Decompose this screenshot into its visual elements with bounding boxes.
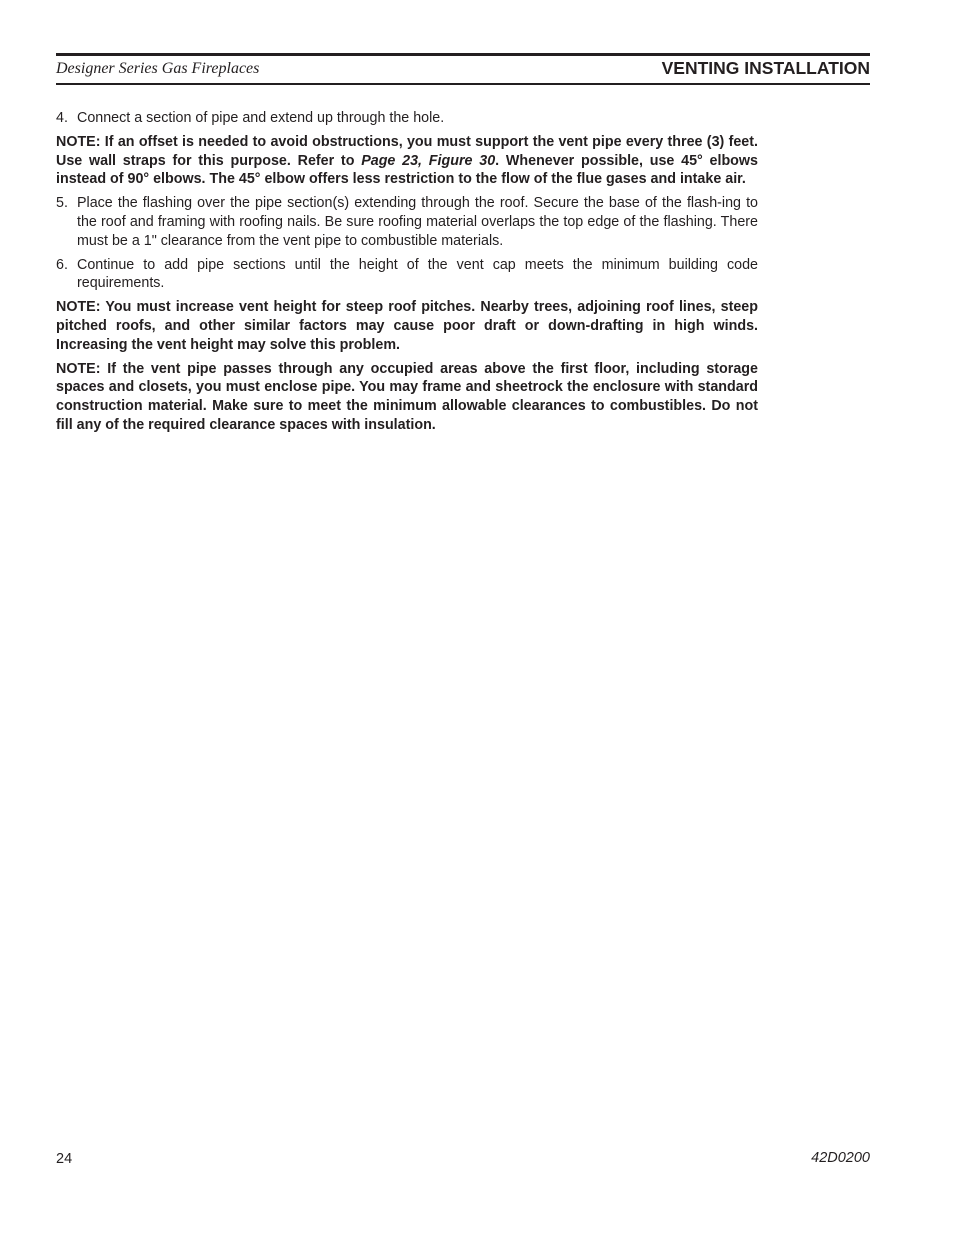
step-number: 5.	[56, 195, 68, 212]
section-title: VENTING INSTALLATION	[661, 58, 870, 78]
page-reference: Page 23, Figure 30	[361, 152, 496, 169]
page-number: 24	[56, 1151, 73, 1167]
step-6	[56, 256, 758, 294]
step-5	[56, 194, 758, 250]
note-offset	[56, 133, 758, 189]
step-4	[56, 109, 758, 128]
header-rule-bottom	[56, 83, 870, 85]
header-rule-top	[56, 53, 870, 56]
step-text: Connect a section of pipe and extend up through the hole.	[77, 110, 445, 126]
step-number: 4.	[56, 110, 68, 126]
step-number: 6.	[56, 256, 68, 273]
step-text: Continue to add pipe sections until the height of the vent cap meets the minimum building code requirements.	[77, 256, 758, 292]
note-text-continued: . Whenever possible, use 45° elbows instead of 90° elbows. The 45° elbow offers less restriction to the flow of the flue gases and intake air.	[56, 152, 758, 188]
running-title: Designer Series Gas Fireplaces	[56, 60, 260, 77]
document-code: 42D0200	[811, 1150, 870, 1166]
step-text: Place the flashing over the pipe section(s) extending through the roof. Secure the base of the flash-ing to the roof and framing with roofing nails. Be sure roofing material overlaps the top edge of the flashing. There must be a 1" clearance from the vent pipe to combustible materials.	[77, 195, 758, 249]
note-enclosure: NOTE: If the vent pipe passes through any occupied areas above the first floor, including storage spaces and closets, you must enclose pipe. You may frame and sheetrock the enclosure with standard construction material. Make sure to meet the minimum allowable clearances to combustibles. Do not fill any of the required clearance spaces with insulation.	[56, 360, 758, 433]
body-content	[56, 109, 758, 440]
note-vent-height: NOTE: You must increase vent height for steep roof pitches. Nearby trees, adjoining roof lines, steep pitched roofs, and other similar factors may cause poor draft or down-drafting in high winds. Increasing the vent height may solve this problem.	[56, 299, 758, 353]
note-text: NOTE: If an offset is needed to avoid obstructions, you must support the vent pipe every three (3) feet. Use wall straps for this purpose. Refer to	[56, 133, 758, 169]
